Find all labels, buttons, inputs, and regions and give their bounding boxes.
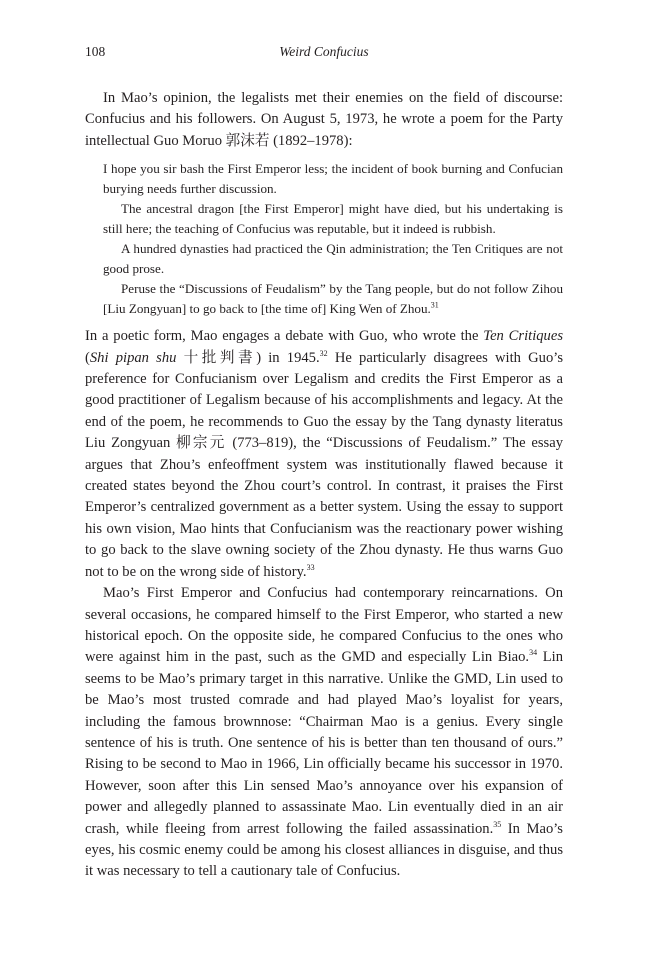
page-number: 108 xyxy=(85,44,106,59)
poem-stanza-2: The ancestral dragon [the First Emperor] might have died, but his undertaking is still here; the teaching of Confucius was reputable, but it indeed is rubbish. xyxy=(103,201,563,237)
paragraph-text: 十批判書) in 1945. xyxy=(176,349,320,366)
work-title-ten-critiques: Ten Critiques xyxy=(483,328,564,345)
paragraph-text: He particularly disagrees with Guo’s preference for Confucianism over Legalism and credits the First Emperor as a good practitioner of Legalism because of his accomplishments and legacy. At the end of the poem, he recommends to Guo the essay by the Tang dynasty literatus Liu Zongyuan 柳宗元 (773–819), the “Discussions of Feudalism.” The essay argues that Zhou’s enfeoffment system was institutionally flawed because it created states beyond the Zhou court’s control. In contrast, it praises the First Emperor’s centralized government as a better system. Using the essay to support his own vision, Mao hints that Confucianism was the reactionary power wishing to go back to the slave owning society of the Zhou dynasty. He thus warns Guo not to be on the wrong side of history. xyxy=(85,349,563,580)
paragraph-text: In Mao’s opinion, the legalists met their enemies on the field of discourse: Confucius and his followers. On August 5, 1973, he wrote a poem for the Party intellectual Guo Moruo 郭沫若 (1892–1978): xyxy=(85,90,563,149)
paragraph-text: Lin seems to be Mao’s primary target in this narrative. Unlike the GMD, Lin used to be Mao’s most trusted comrade and had played Mao’s loyalist for years, including the famous brownnose: “Chairman Mao is a genius. Every single sentence of his is truth. One sentence of his is better than ten thousand of ours.” Rising to be second to Mao in 1966, Lin officially became his successor in 1970. However, soon after this Lin sensed Mao’s annoyance over his expansion of power and allegedly planned to assassinate Mao. Lin eventually died in an air crash, while fleeing from arrest following the failed assassination. xyxy=(85,649,563,837)
work-title-pinyin: Shi pipan shu xyxy=(89,349,177,366)
running-head: Weird Confucius xyxy=(279,44,369,59)
page-body xyxy=(85,88,563,883)
poem-stanza-3: A hundred dynasties had practiced the Qin administration; the Ten Critiques are not good prose. xyxy=(103,241,563,277)
paragraph-debate xyxy=(85,326,563,583)
paragraph-text: Mao’s First Emperor and Confucius had contemporary reincarnations. On several occasions, he compared himself to the First Emperor, who started a new historical epoch. On the opposite side, he compared Confucius to the ones who were against him in the past, such as the GMD and especially Lin Biao. xyxy=(85,585,563,666)
paragraph-text: In a poetic form, Mao engages a debate with Guo, who wrote the xyxy=(85,328,484,345)
paragraph-reincarnations xyxy=(85,583,563,883)
block-quote-poem xyxy=(103,159,563,319)
poem-stanza-4 xyxy=(103,279,563,319)
paragraph-text: In Mao’s eyes, his cosmic enemy could be among his closest alliances in disguise, and thus it was necessary to tell a cautionary tale of Confucius. xyxy=(85,820,563,880)
footnote-ref-31[interactable]: 31 xyxy=(430,300,439,310)
poem-stanza-4-text: Peruse the “Discussions of Feudalism” by the Tang people, but do not follow Zihou [Liu Zongyuan] to go back to [the time of] King Wen of Zhou. xyxy=(103,281,563,317)
poem-stanza-1: I hope you sir bash the First Emperor less; the incident of book burning and Confucian burying needs further discussion. xyxy=(103,161,563,197)
paragraph-intro xyxy=(85,88,563,152)
footnote-ref-33[interactable]: 33 xyxy=(306,562,315,572)
paragraph-text: ( xyxy=(85,349,90,366)
page-header xyxy=(85,44,563,64)
footnote-ref-34[interactable]: 34 xyxy=(529,648,538,658)
footnote-ref-32[interactable]: 32 xyxy=(319,348,328,358)
footnote-ref-35[interactable]: 35 xyxy=(493,819,502,829)
